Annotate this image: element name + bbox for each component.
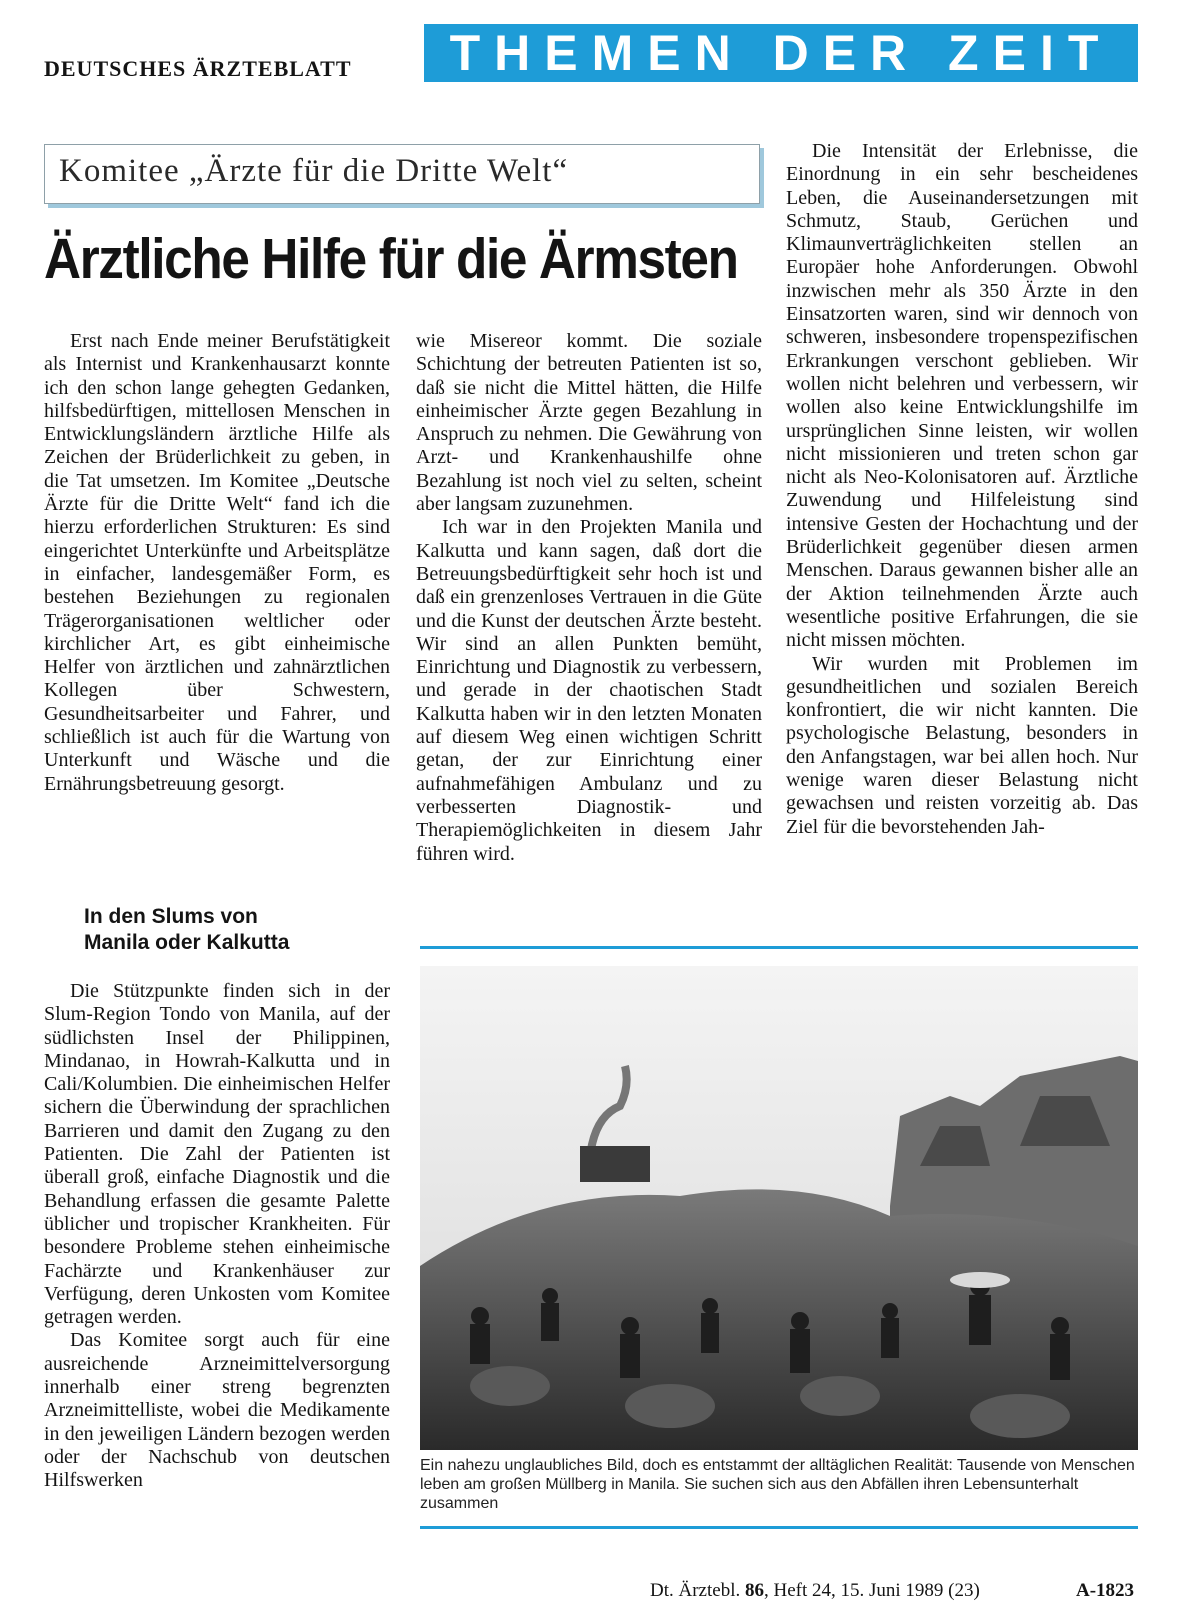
headline: Ärztliche Hilfe für die Ärmsten xyxy=(44,227,738,291)
column-1-top xyxy=(44,330,390,870)
journal-name: DEUTSCHES ÄRZTEBLATT xyxy=(44,56,352,81)
paragraph: Erst nach Ende meiner Berufstätigkeit als Internist und Krankenhausarzt konnte ich den schon lange gehegten Gedanken, hilfsbedürftigen, mittellosen Menschen in Entwicklungsländern ärztliche Hilfe als Zeichen der Brüderlichkeit zu geben, in die Tat umsetzen. Im Komitee „Deutsche Ärzte für die Dritte Welt“ fand ich die hierzu erforderlichen Strukturen: Es sind eingerichtet Unterkünfte und Arbeitsplätze in einfacher, landesgemäßer Form, es bestehen Beziehungen zu regionalen Trägerorganisationen weltlicher oder kirchlicher Art, es gibt einheimische Helfer von ärztlichen und zahnärztlichen Kollegen über Schwestern, Gesundheitsarbeiter und Fahrer, und schließlich ist auch für die Wartung von Unterkunft und Wäsche und die Ernährungsbetreuung gesorgt. xyxy=(44,330,390,795)
photo-caption: Ein nahezu unglaubliches Bild, doch es entstammt der alltäglichen Realität: Tausende von Menschen leben am großen Müllberg in Manila. Sie suchen sich aus den Abfällen ihren Lebensunterhalt zusammen xyxy=(420,1457,1135,1512)
paragraph: Die Stützpunkte finden sich in der Slum-Region Tondo von Manila, auf der südlichsten Insel der Philippinen, Mindanao, in Howrah-Kalkutta und in Cali/Kolumbien. Die einheimischen Helfer sichern die Überwindung der sprachlichen Barrieren und damit den Zugang zu den Patienten. Die Zahl der Patienten ist überall groß, einfache Diagnostik und die Behandlung erfassen die gesamte Palette üblicher und tropischer Krankheiten. Für besondere Probleme stehen einheimische Fachärzte und Krankenhäuser zur Verfügung, deren Unkosten vom Komitee getragen werden. xyxy=(44,980,390,1329)
citation xyxy=(650,1580,980,1602)
kicker-text: Komitee „Ärzte für die Dritte Welt“ xyxy=(59,153,569,189)
subheading xyxy=(84,904,289,956)
page-number: A-1823 xyxy=(1076,1580,1135,1601)
subheading-line-1: In den Slums von xyxy=(84,905,258,928)
paragraph: Das Komitee sorgt auch für eine ausreichende Arzneimittelversorgung innerhalb einer streng begrenzten Arzneimittelliste, wobei die Medikamente in den jeweiligen Ländern bezogen werden oder der Nachschub von deutschen Hilfswerken xyxy=(44,1329,390,1492)
column-1-bottom xyxy=(44,980,390,1536)
paragraph: Die Intensität der Erlebnisse, die Einordnung in ein sehr bescheidenes Leben, die Auseinandersetzungen mit Schmutz, Staub, Gerüchen und Klimaunverträglichkeiten stellen an Europäer hohe Anforderungen. Obwohl inzwischen mehr als 350 Ärzte in den Einsatzorten waren, sind wir dennoch von schweren, insbesondere tropenspezifischen Erkrankungen verschont geblieben. Wir wollen nicht belehren und verbessern, wir wollen also keine Entwicklungshilfe im ursprünglichen Sinne leisten, wir wollen nicht missionieren und treten schon gar nicht als Neo-Kolonisatoren auf. Ärztliche Zuwendung und Hilfeleistung sind intensive Gesten der Hochachtung und der Brüderlichkeit gegenüber diesen armen Menschen. Daraus gewannen bisher alle an der Aktion teilnehmenden Ärzte auch wesentliche positive Erfahrungen, die sie nicht missen möchten. xyxy=(786,140,1138,652)
photo-garbage-mountain-manila xyxy=(420,966,1138,1450)
column-2 xyxy=(416,330,762,930)
photo-illustration xyxy=(420,966,1138,1450)
paragraph: wie Misereor kommt. Die soziale Schichtung der betreuten Patienten ist so, daß sie nicht die Mittel hätten, die Hilfe einheimischer Ärzte gegen Bezahlung in Anspruch zu nehmen. Die Gewährung von Arzt- und Krankenhaushilfe ohne Bezahlung ist noch viel zu selten, scheint aber langsam zuzunehmen. xyxy=(416,330,762,516)
subheading-line-2: Manila oder Kalkutta xyxy=(84,931,290,954)
volume: 86 xyxy=(744,1580,764,1601)
paragraph: Ich war in den Projekten Manila und Kalkutta und kann sagen, daß dort die Betreuungsbedürftigkeit sehr hoch ist und daß ein grenzenloses Vertrauen in die Güte und die Kunst der deutschen Ärzte besteht. Wir sind an allen Punkten bemüht, Einrichtung und Diagnostik zu verbessern, und gerade in der chaotischen Stadt Kalkutta haben wir in den letzten Monaten auf diesem Weg einen wichtigen Schritt getan, der zur Einrichtung einer aufnahmefähigen Ambulanz und zu verbesserten Diagnostik- und Therapiemöglichkeiten in diesem Jahr führen wird. xyxy=(416,516,762,865)
citation-prefix: Dt. Ärztebl. xyxy=(650,1580,741,1601)
citation-suffix: , Heft 24, 15. Juni 1989 (23) xyxy=(763,1580,980,1601)
section-banner: THEMEN DER ZEIT xyxy=(424,24,1138,82)
kicker-box xyxy=(44,144,760,204)
caption-bottom-rule xyxy=(420,1526,1138,1529)
column-3 xyxy=(786,140,1138,940)
photo-top-rule xyxy=(420,946,1138,949)
paragraph: Wir wurden mit Problemen im gesundheitlichen und sozialen Bereich konfrontiert, die wir nicht kannten. Die psychologische Belastung, besonders in den Anfangstagen, war bei allen hoch. Nur wenige waren dieser Belastung nicht gewachsen und reisten vorzeitig ab. Das Ziel für die bevorstehenden Jah- xyxy=(786,652,1138,838)
